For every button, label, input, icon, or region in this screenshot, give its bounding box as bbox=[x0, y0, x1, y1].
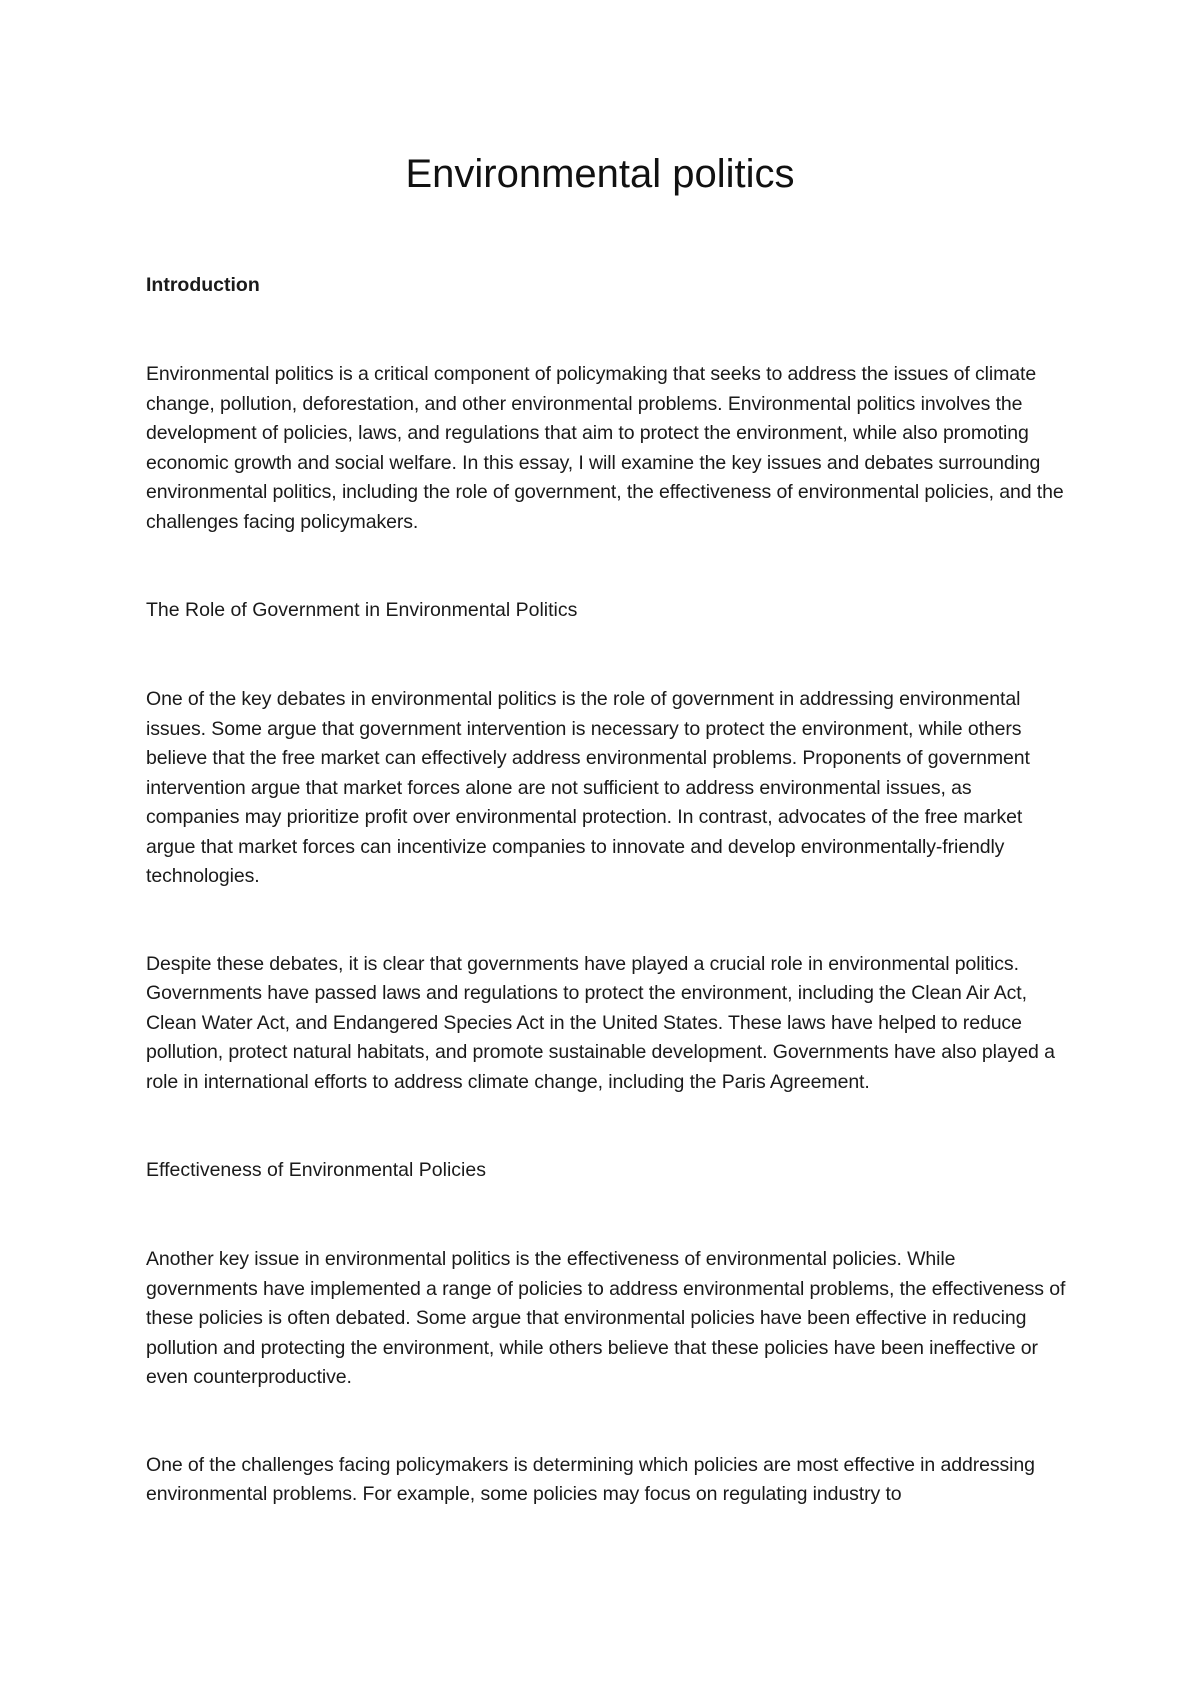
spacer bbox=[146, 537, 1066, 595]
spacer bbox=[146, 1097, 1066, 1155]
paragraph-role-1: One of the key debates in environmental politics is the role of government in addressing environmental issues. Some argue that government intervention is necessary to protect the environment, while others believe that the free market can effectively address environmental problems. Proponents of government intervention argue that market forces alone are not sufficient to address environmental issues, as companies may prioritize profit over environmental protection. In contrast, advocates of the free market argue that market forces can incentivize companies to innovate and develop environmentally-friendly technologies. bbox=[146, 688, 1030, 887]
document-body bbox=[146, 270, 1066, 1510]
section-heading-role-of-government: The Role of Government in Environmental Politics bbox=[146, 599, 578, 621]
section-heading-effectiveness: Effectiveness of Environmental Policies bbox=[146, 1159, 486, 1181]
paragraph-role-2: Despite these debates, it is clear that governments have played a crucial role in environmental politics. Governments have passed laws and regulations to protect the environment, including the Clean Air Act, Clean Water Act, and Endangered Species Act in the United States. These laws have helped to reduce pollution, protect natural habitats, and promote sustainable development. Governments have also played a role in international efforts to address climate change, including the Paris Agreement. bbox=[146, 952, 1055, 1093]
paragraph-effectiveness-2: One of the challenges facing policymakers is determining which policies are most effective in addressing environmental problems. For example, some policies may focus on regulating industry to bbox=[146, 1453, 1035, 1505]
spacer bbox=[146, 1185, 1066, 1245]
document-title: Environmental politics bbox=[405, 152, 795, 196]
spacer bbox=[146, 625, 1066, 685]
section-heading-introduction: Introduction bbox=[146, 274, 260, 296]
paragraph-effectiveness-1: Another key issue in environmental politics is the effectiveness of environmental policies. While governments have implemented a range of policies to address environmental problems, the effectiveness of these policies is often debated. Some argue that environmental policies have been effective in reducing pollution and protecting the environment, while others believe that these policies have been ineffective or even counterproductive. bbox=[146, 1248, 1066, 1388]
spacer bbox=[146, 300, 1066, 360]
spacer bbox=[146, 1393, 1066, 1451]
spacer bbox=[146, 892, 1066, 950]
paragraph-introduction: Environmental politics is a critical component of policymaking that seeks to address the issues of climate change, pollution, deforestation, and other environmental problems. Environmental politics involves the development of policies, laws, and regulations that aim to protect the environment, while also promoting economic growth and social welfare. In this essay, I will examine the key issues and debates surrounding environmental politics, including the role of government, the effectiveness of environmental policies, and the challenges facing policymakers. bbox=[146, 363, 1064, 533]
